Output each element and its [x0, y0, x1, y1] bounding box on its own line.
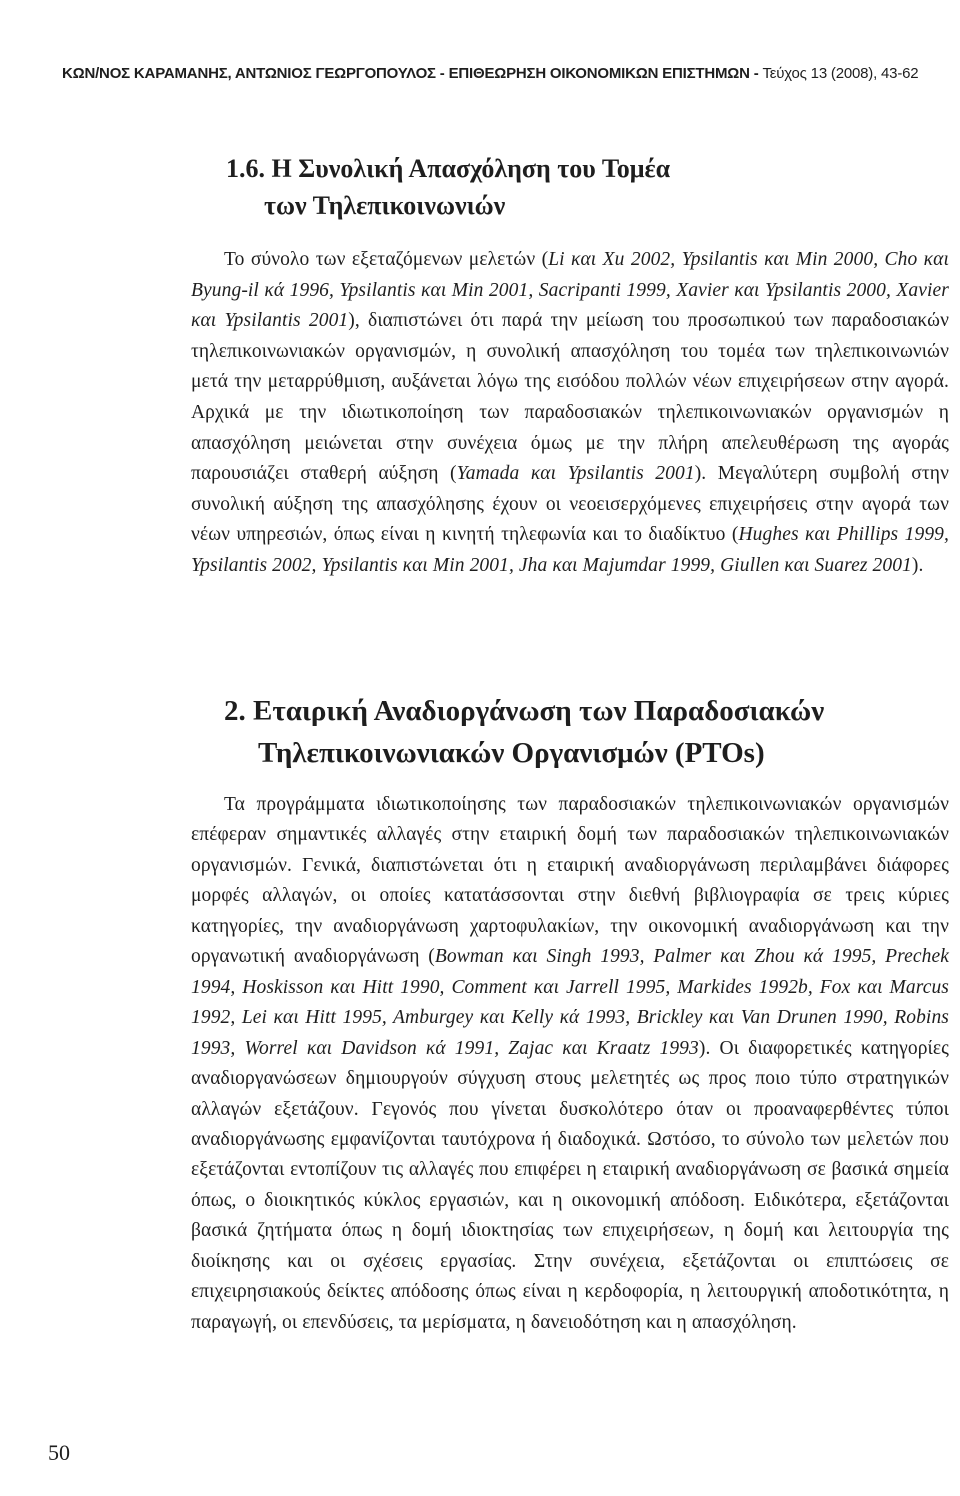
paragraph-1-text: ), διαπιστώνει ότι παρά την μείωση του προσωπικού των παραδοσιακών τηλεπικοινωνιακών οργανισμών, η συνολική απασχόληση του τομέα των τηλεπικοινωνιών μετά την μεταρρύθμιση, αυξάνεται λόγω της εισόδου πολλών νέων επιχειρήσεων στην αγορά. Αρχικά με την ιδιωτικοποίηση των παραδοσιακών τηλεπικοινωνιακών οργανισμών η απασχόληση μειώνεται στην συνέχεια όμως με την πλήρη απελευθέρωση της αγοράς παρουσιάζει σταθερή αύξηση (	[191, 310, 949, 485]
running-header	[62, 64, 954, 84]
header-authors-journal: ΚΩΝ/ΝΟΣ ΚΑΡΑΜΑΝΗΣ, ΑΝΤΩΝΙΟΣ ΓΕΩΡΓΟΠΟΥΛΟΣ - ΕΠΙΘΕΩΡΗΣΗ ΟΙΚΟΝΟΜΙΚΩΝ ΕΠΙΣΤΗΜΩΝ -	[62, 65, 763, 82]
section-2-title	[224, 690, 944, 774]
page-number: 50	[48, 1440, 70, 1465]
section-2-title-line1: 2. Εταιρική Αναδιοργάνωση των Παραδοσιακών	[224, 695, 825, 727]
section-1-6-title	[226, 150, 926, 224]
header-issue: Τεύχος 13 (2008), 43-62	[762, 65, 919, 82]
paragraph-1-citations: Hughes και Phillips 1999, Ypsilantis 2002, Ypsilantis και Min 2001, Jha και Majumdar 1999, Giullen και Suarez 2001	[191, 524, 949, 576]
paragraph-1-text: ).	[911, 554, 924, 576]
section-1-6-title-line1: 1.6. Η Συνολική Απασχόληση του Τομέα	[226, 154, 671, 183]
paragraph-1-citations: Li και Xu 2002, Ypsilantis και Min 2000, Cho και Byung-il κά 1996, Ypsilantis και Min 2001, Sacripanti 1999, Xavier και Ypsilantis 2000, Xavier και Ypsilantis 2001	[191, 249, 949, 332]
section-2-title-line2: Τηλεπικοινωνιακών Οργανισμών (PTOs)	[258, 737, 765, 769]
paragraph-1-text: Το σύνολο των εξεταζόμενων μελετών (	[224, 249, 549, 270]
paragraph-2-text: Τα προγράμματα ιδιωτικοποίησης των παραδοσιακών τηλεπικοινωνιακών οργανισμών επέφεραν σημαντικές αλλαγές στην εταιρική δομή των παραδοσιακών τηλεπικοινωνιακών οργανισμών. Γενικά, διαπιστώνεται ότι η εταιρική αναδιοργάνωση περιλαμβάνει διάφορες μορφές αλλαγών, οι οποίες κατατάσσονται στην διεθνή βιβλιογραφία σε τρεις κύριες κατηγορίες, την αναδιοργάνωση χαρτοφυλακίων, την οικονομική αναδιοργάνωση και την οργανωτική αναδιοργάνωση (	[191, 794, 949, 968]
paragraph-2-citations: Bowman και Singh 1993, Palmer και Zhou κά 1995, Prechek 1994, Hoskisson και Hitt 1990, Comment και Jarrell 1995, Markides 1992b, Fox και Marcus 1992, Lei και Hitt 1995, Amburgey και Kelly κά 1993, Brickley και Van Drunen 1990, Robins 1993, Worrel και Davidson κά 1991, Zajac και Kraatz 1993	[191, 946, 950, 1059]
paragraph-employment	[191, 245, 949, 582]
paragraph-2-text: ). Οι διαφορετικές κατηγορίες αναδιοργανώσεων δημιουργούν σύγχυση στους μελετητές ως προς ποιο τύπο στρατηγικών αλλαγών εξετάζουν. Γεγονός που γίνεται δυσκολότερο όταν οι προαναφερθέντες τύποι αναδιοργάνωσης εμφανίζονται ταυτόχρονα ή διαδοχικά. Ωστόσο, το σύνολο των μελετών που εξετάζονται εντοπίζουν τις αλλαγές που επιφέρει η εταιρική αναδιοργάνωση σε βασικά σημεία όπως, ο διοικητικός κύκλος εργασιών, και η οικονομική απόδοση. Ειδικότερα, εξετάζονται βασικά ζητήματα όπως η δομή ιδιοκτησίας των επιχειρήσεων, η δομή και λειτουργία της διοίκησης και οι σχέσεις εργασίας. Στην συνέχεια, εξετάζονται οι επιπτώσεις σε επιχειρησιακούς δείκτες απόδοσης όπως είναι η κερδοφορία, η λειτουργική αποδοτικότητα, η παραγωγή, οι επενδύσεις, τα μερίσματα, η δανειοδότηση και η απασχόληση.	[191, 1037, 949, 1333]
section-1-6-title-line2: των Τηλεπικοινωνιών	[264, 191, 506, 220]
paragraph-1-citations: Yamada και Ypsilantis 2001	[456, 463, 695, 485]
paragraph-1-text: ). Μεγαλύτερη συμβολή στην συνολική αύξηση της απασχόλησης έχουν οι νεοεισερχόμενες επιχειρήσεις στην αγορά των νέων υπηρεσιών, όπως είναι η κινητή τηλεφωνία και το διαδίκτυο (	[191, 463, 950, 546]
paragraph-restructuring	[191, 790, 949, 1338]
